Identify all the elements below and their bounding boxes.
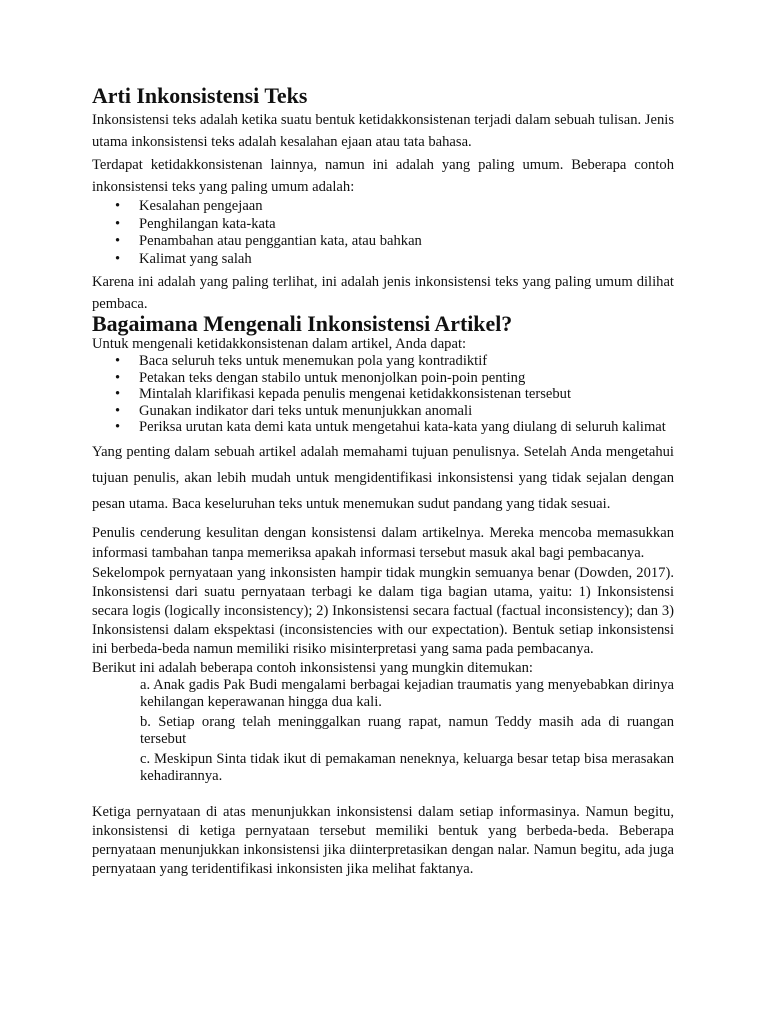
document-body bbox=[92, 83, 674, 879]
list-item: • Baca seluruh teks untuk menemukan pola yang kontradiktif bbox=[92, 353, 674, 370]
paragraph: Terdapat ketidakkonsistenan lainnya, namun ini adalah yang paling umum. Beberapa contoh inkonsistensi teks yang paling umum adalah: bbox=[92, 157, 674, 195]
example-item: c. Meskipun Sinta tidak ikut di pemakaman neneknya, keluarga besar tetap bisa merasakan kehadirannya. bbox=[140, 750, 674, 784]
list-item: • Penghilangan kata-kata bbox=[92, 216, 674, 234]
example-list bbox=[92, 677, 674, 786]
list-item: • Kalimat yang salah bbox=[92, 251, 674, 269]
paragraph: Berikut ini adalah beberapa contoh inkonsistensi yang mungkin ditemukan: bbox=[92, 659, 533, 676]
bullet-list bbox=[92, 198, 674, 268]
example-item: a. Anak gadis Pak Budi mengalami berbagai kejadian traumatis yang menyebabkan dirinya kehilangan keperawanan hingga dua kali. bbox=[140, 676, 674, 710]
paragraph: Penulis cenderung kesulitan dengan konsistensi dalam artikelnya. Mereka mencoba memasukkan informasi tambahan tanpa memeriksa apakah informasi tersebut masuk akal bagi pembacanya. bbox=[92, 524, 674, 561]
list-item: • Gunakan indikator dari teks untuk menunjukkan anomali bbox=[92, 403, 674, 420]
list-item: • Petakan teks dengan stabilo untuk menonjolkan poin-poin penting bbox=[92, 370, 674, 387]
paragraph: Inkonsistensi teks adalah ketika suatu bentuk ketidakkonsistenan terjadi dalam sebuah tulisan. Jenis utama inkonsistensi teks adalah kesalahan ejaan atau tata bahasa. bbox=[92, 112, 674, 150]
paragraph: Yang penting dalam sebuah artikel adalah memahami tujuan penulisnya. Setelah Anda mengetahui tujuan penulis, akan lebih mudah untuk mengidentifikasi inkonsistensi yang tidak sejalan dengan pesan utama. Baca keseluruhan teks untuk menemukan sudut pandang yang tidak sesuai. bbox=[92, 443, 674, 512]
list-item: • Mintalah klarifikasi kepada penulis mengenai ketidakkonsistenan tersebut bbox=[92, 386, 674, 403]
section-heading-bagaimana: Bagaimana Mengenali Inkonsistensi Artikel? bbox=[92, 311, 513, 336]
bullet-list bbox=[92, 353, 674, 436]
paragraph: Ketiga pernyataan di atas menunjukkan inkonsistensi dalam setiap informasinya. Namun begitu, inkonsistensi di ketiga pernyataan tersebut memiliki bentuk yang berbeda-beda. Beberapa pernyataan menunjukkan inkonsistensi jika diinterpretasikan dengan nalar. Namun begitu, ada juga pernyataan yang teridentifikasi inkonsisten jika melihat faktanya. bbox=[92, 803, 674, 877]
section-heading-arti: Arti Inkonsistensi Teks bbox=[92, 83, 308, 108]
paragraph: Karena ini adalah yang paling terlihat, ini adalah jenis inkonsistensi teks yang paling umum dilihat pembaca. bbox=[92, 274, 674, 312]
list-item: • Periksa urutan kata demi kata untuk mengetahui kata-kata yang diulang di seluruh kalimat bbox=[92, 419, 674, 436]
paragraph: Untuk mengenali ketidakkonsistenan dalam artikel, Anda dapat: bbox=[92, 336, 467, 352]
list-item: • Kesalahan pengejaan bbox=[92, 198, 674, 216]
list-item: • Penambahan atau penggantian kata, atau bahkan bbox=[92, 233, 674, 251]
paragraph: Sekelompok pernyataan yang inkonsisten hampir tidak mungkin semuanya benar (Dowden, 2017). Inkonsistensi dari suatu pernyataan terbagi ke dalam tiga bagian utama, yaitu: 1) Inkonsistensi secara logis (logically inconsistency); 2) Inkonsistensi secara factual (factual inconsistency); dan 3) Inkonsistensi dalam ekspektasi (inconsistencies with our expectation). Bentuk setiap inkonsistensi ini berbeda-beda namun memiliki risiko misinterpretasi yang sama pada pembacanya. bbox=[92, 564, 674, 657]
example-item: b. Setiap orang telah meninggalkan ruang rapat, namun Teddy masih ada di ruangan tersebut bbox=[140, 713, 674, 747]
